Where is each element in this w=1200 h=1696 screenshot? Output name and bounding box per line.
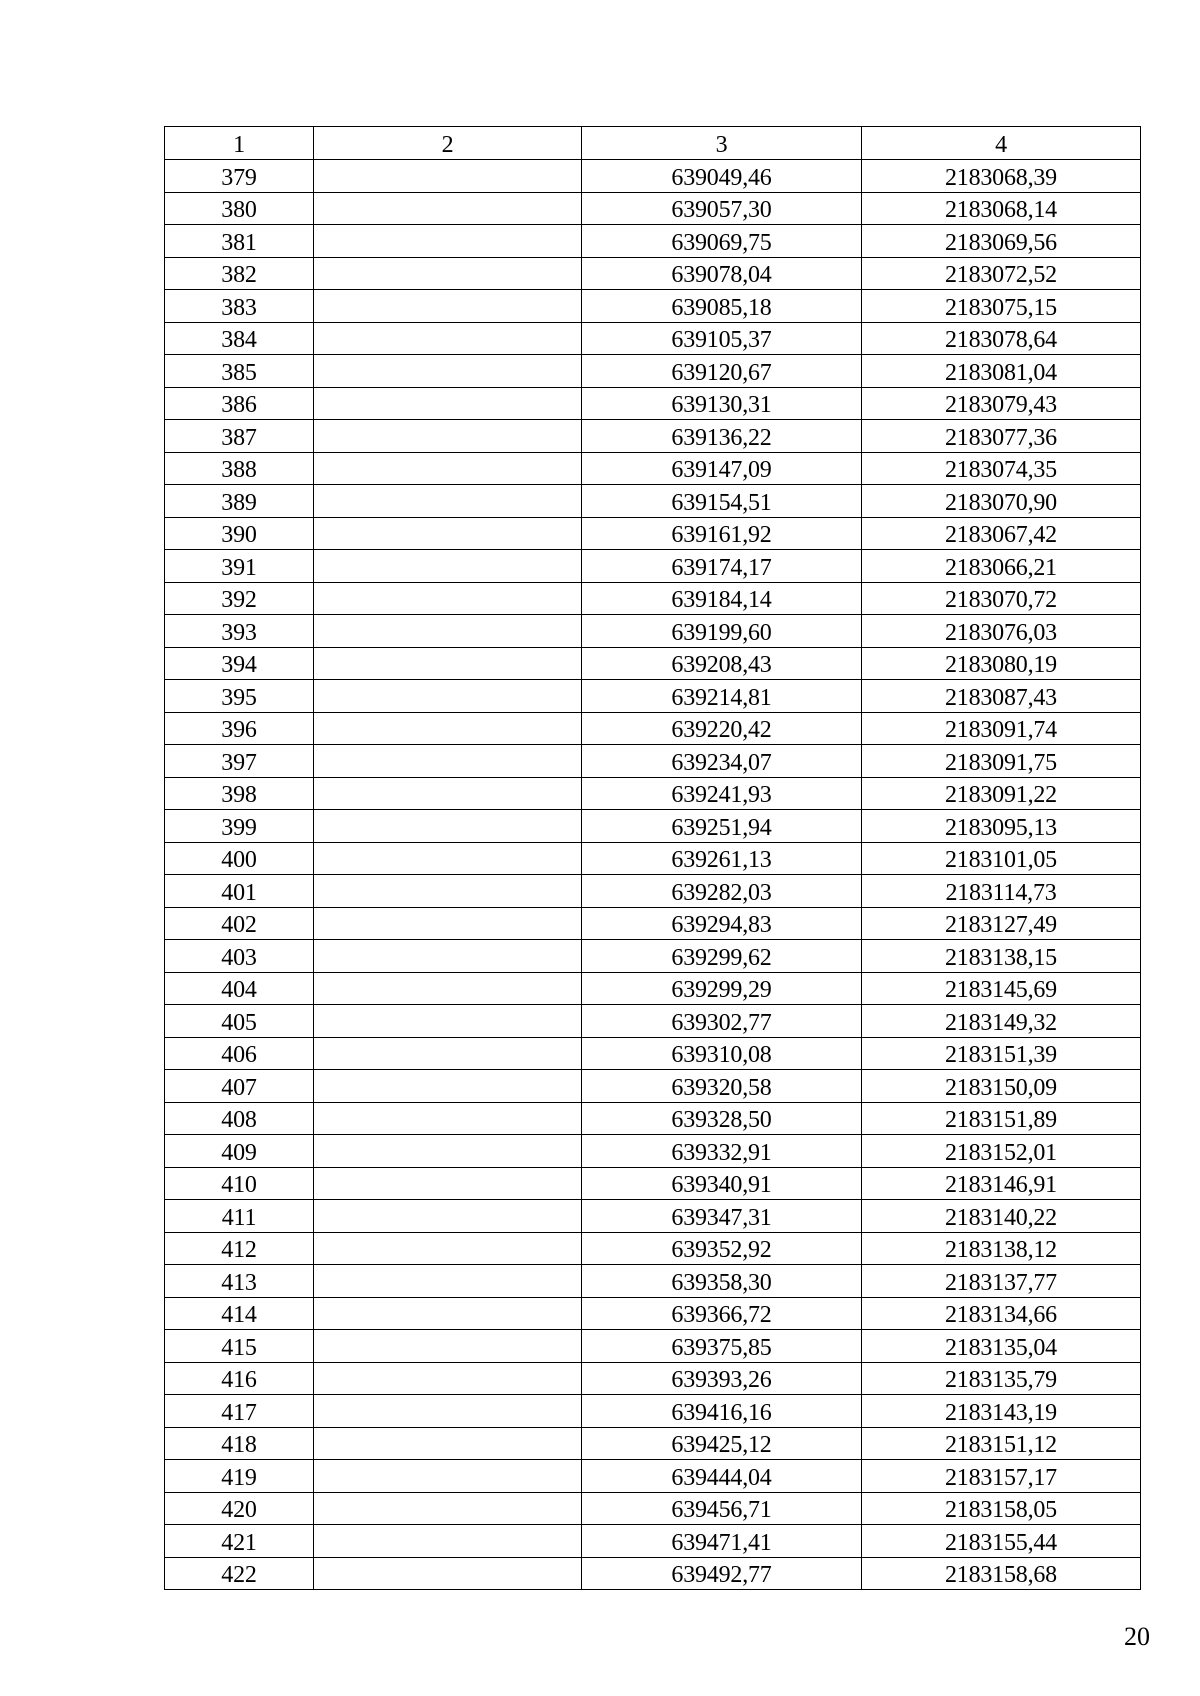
point-number-cell: 379	[165, 160, 314, 193]
empty-cell	[314, 1330, 582, 1363]
x-coordinate-cell: 639332,91	[582, 1135, 862, 1168]
y-coordinate-cell: 2183151,89	[862, 1102, 1141, 1135]
empty-cell	[314, 420, 582, 453]
point-number-cell: 400	[165, 842, 314, 875]
y-coordinate-cell: 2183145,69	[862, 972, 1141, 1005]
empty-cell	[314, 842, 582, 875]
x-coordinate-cell: 639154,51	[582, 485, 862, 518]
empty-cell	[314, 1362, 582, 1395]
table-row	[165, 322, 1141, 355]
y-coordinate-cell: 2183068,14	[862, 192, 1141, 225]
x-coordinate-cell: 639199,60	[582, 615, 862, 648]
empty-cell	[314, 1005, 582, 1038]
table-row	[165, 160, 1141, 193]
table-row	[165, 745, 1141, 778]
table-row	[165, 647, 1141, 680]
y-coordinate-cell: 2183158,05	[862, 1492, 1141, 1525]
table-row	[165, 1005, 1141, 1038]
point-number-cell: 399	[165, 810, 314, 843]
empty-cell	[314, 160, 582, 193]
y-coordinate-cell: 2183151,12	[862, 1427, 1141, 1460]
table-row	[165, 875, 1141, 908]
point-number-cell: 407	[165, 1070, 314, 1103]
x-coordinate-cell: 639471,41	[582, 1525, 862, 1558]
empty-cell	[314, 1102, 582, 1135]
table-body	[165, 160, 1141, 1590]
x-coordinate-cell: 639299,29	[582, 972, 862, 1005]
y-coordinate-cell: 2183149,32	[862, 1005, 1141, 1038]
x-coordinate-cell: 639366,72	[582, 1297, 862, 1330]
y-coordinate-cell: 2183135,79	[862, 1362, 1141, 1395]
x-coordinate-cell: 639085,18	[582, 290, 862, 323]
point-number-cell: 422	[165, 1557, 314, 1590]
point-number-cell: 401	[165, 875, 314, 908]
x-coordinate-cell: 639261,13	[582, 842, 862, 875]
x-coordinate-cell: 639049,46	[582, 160, 862, 193]
point-number-cell: 410	[165, 1167, 314, 1200]
point-number-cell: 390	[165, 517, 314, 550]
point-number-cell: 405	[165, 1005, 314, 1038]
empty-cell	[314, 322, 582, 355]
y-coordinate-cell: 2183143,19	[862, 1395, 1141, 1428]
y-coordinate-cell: 2183087,43	[862, 680, 1141, 713]
table-row	[165, 842, 1141, 875]
x-coordinate-cell: 639174,17	[582, 550, 862, 583]
empty-cell	[314, 225, 582, 258]
x-coordinate-cell: 639282,03	[582, 875, 862, 908]
empty-cell	[314, 940, 582, 973]
y-coordinate-cell: 2183155,44	[862, 1525, 1141, 1558]
y-coordinate-cell: 2183152,01	[862, 1135, 1141, 1168]
empty-cell	[314, 517, 582, 550]
x-coordinate-cell: 639328,50	[582, 1102, 862, 1135]
empty-cell	[314, 257, 582, 290]
x-coordinate-cell: 639299,62	[582, 940, 862, 973]
point-number-cell: 408	[165, 1102, 314, 1135]
y-coordinate-cell: 2183134,66	[862, 1297, 1141, 1330]
table-row	[165, 810, 1141, 843]
point-number-cell: 393	[165, 615, 314, 648]
table-row	[165, 615, 1141, 648]
table-row	[165, 1232, 1141, 1265]
empty-cell	[314, 1297, 582, 1330]
point-number-cell: 417	[165, 1395, 314, 1428]
point-number-cell: 406	[165, 1037, 314, 1070]
y-coordinate-cell: 2183069,56	[862, 225, 1141, 258]
table-row	[165, 1492, 1141, 1525]
point-number-cell: 386	[165, 387, 314, 420]
table-row	[165, 972, 1141, 1005]
empty-cell	[314, 712, 582, 745]
table-row	[165, 777, 1141, 810]
x-coordinate-cell: 639320,58	[582, 1070, 862, 1103]
table-header	[165, 127, 1141, 160]
x-coordinate-cell: 639147,09	[582, 452, 862, 485]
point-number-cell: 391	[165, 550, 314, 583]
empty-cell	[314, 777, 582, 810]
y-coordinate-cell: 2183150,09	[862, 1070, 1141, 1103]
table-row	[165, 192, 1141, 225]
point-number-cell: 396	[165, 712, 314, 745]
table-row	[165, 420, 1141, 453]
y-coordinate-cell: 2183070,72	[862, 582, 1141, 615]
x-coordinate-cell: 639184,14	[582, 582, 862, 615]
point-number-cell: 403	[165, 940, 314, 973]
table-row	[165, 1395, 1141, 1428]
x-coordinate-cell: 639161,92	[582, 517, 862, 550]
point-number-cell: 402	[165, 907, 314, 940]
point-number-cell: 404	[165, 972, 314, 1005]
empty-cell	[314, 1135, 582, 1168]
empty-cell	[314, 810, 582, 843]
y-coordinate-cell: 2183114,73	[862, 875, 1141, 908]
empty-cell	[314, 387, 582, 420]
point-number-cell: 385	[165, 355, 314, 388]
x-coordinate-cell: 639234,07	[582, 745, 862, 778]
y-coordinate-cell: 2183127,49	[862, 907, 1141, 940]
x-coordinate-cell: 639120,67	[582, 355, 862, 388]
x-coordinate-cell: 639358,30	[582, 1265, 862, 1298]
y-coordinate-cell: 2183070,90	[862, 485, 1141, 518]
empty-cell	[314, 1395, 582, 1428]
table-row	[165, 1167, 1141, 1200]
point-number-cell: 409	[165, 1135, 314, 1168]
point-number-cell: 411	[165, 1200, 314, 1233]
x-coordinate-cell: 639393,26	[582, 1362, 862, 1395]
x-coordinate-cell: 639251,94	[582, 810, 862, 843]
point-number-cell: 392	[165, 582, 314, 615]
y-coordinate-cell: 2183140,22	[862, 1200, 1141, 1233]
table-row	[165, 1265, 1141, 1298]
point-number-cell: 384	[165, 322, 314, 355]
point-number-cell: 389	[165, 485, 314, 518]
x-coordinate-cell: 639340,91	[582, 1167, 862, 1200]
x-coordinate-cell: 639310,08	[582, 1037, 862, 1070]
empty-cell	[314, 550, 582, 583]
table-row	[165, 907, 1141, 940]
x-coordinate-cell: 639375,85	[582, 1330, 862, 1363]
table-row	[165, 452, 1141, 485]
table-row	[165, 1330, 1141, 1363]
coordinates-table	[164, 126, 1141, 1590]
table-row	[165, 290, 1141, 323]
header-row	[165, 127, 1141, 160]
point-number-cell: 420	[165, 1492, 314, 1525]
y-coordinate-cell: 2183095,13	[862, 810, 1141, 843]
empty-cell	[314, 680, 582, 713]
table-row	[165, 257, 1141, 290]
x-coordinate-cell: 639105,37	[582, 322, 862, 355]
x-coordinate-cell: 639492,77	[582, 1557, 862, 1590]
point-number-cell: 382	[165, 257, 314, 290]
y-coordinate-cell: 2183066,21	[862, 550, 1141, 583]
x-coordinate-cell: 639208,43	[582, 647, 862, 680]
empty-cell	[314, 485, 582, 518]
x-coordinate-cell: 639294,83	[582, 907, 862, 940]
table-row	[165, 1427, 1141, 1460]
empty-cell	[314, 1557, 582, 1590]
point-number-cell: 388	[165, 452, 314, 485]
y-coordinate-cell: 2183091,22	[862, 777, 1141, 810]
empty-cell	[314, 355, 582, 388]
y-coordinate-cell: 2183158,68	[862, 1557, 1141, 1590]
x-coordinate-cell: 639302,77	[582, 1005, 862, 1038]
header-col-2: 2	[314, 127, 582, 160]
empty-cell	[314, 647, 582, 680]
header-col-1: 1	[165, 127, 314, 160]
table-row	[165, 1297, 1141, 1330]
table-row	[165, 1135, 1141, 1168]
point-number-cell: 421	[165, 1525, 314, 1558]
x-coordinate-cell: 639425,12	[582, 1427, 862, 1460]
x-coordinate-cell: 639241,93	[582, 777, 862, 810]
empty-cell	[314, 452, 582, 485]
y-coordinate-cell: 2183075,15	[862, 290, 1141, 323]
table-row	[165, 680, 1141, 713]
x-coordinate-cell: 639352,92	[582, 1232, 862, 1265]
x-coordinate-cell: 639416,16	[582, 1395, 862, 1428]
table-row	[165, 582, 1141, 615]
y-coordinate-cell: 2183138,15	[862, 940, 1141, 973]
point-number-cell: 398	[165, 777, 314, 810]
table-row	[165, 485, 1141, 518]
point-number-cell: 413	[165, 1265, 314, 1298]
empty-cell	[314, 1070, 582, 1103]
header-col-3: 3	[582, 127, 862, 160]
empty-cell	[314, 1265, 582, 1298]
y-coordinate-cell: 2183091,74	[862, 712, 1141, 745]
point-number-cell: 412	[165, 1232, 314, 1265]
table-row	[165, 355, 1141, 388]
empty-cell	[314, 1427, 582, 1460]
empty-cell	[314, 1200, 582, 1233]
empty-cell	[314, 582, 582, 615]
x-coordinate-cell: 639347,31	[582, 1200, 862, 1233]
x-coordinate-cell: 639220,42	[582, 712, 862, 745]
table-row	[165, 387, 1141, 420]
table-row	[165, 517, 1141, 550]
empty-cell	[314, 1232, 582, 1265]
y-coordinate-cell: 2183067,42	[862, 517, 1141, 550]
empty-cell	[314, 1460, 582, 1493]
y-coordinate-cell: 2183077,36	[862, 420, 1141, 453]
y-coordinate-cell: 2183068,39	[862, 160, 1141, 193]
x-coordinate-cell: 639136,22	[582, 420, 862, 453]
table-row	[165, 1200, 1141, 1233]
table-row	[165, 1102, 1141, 1135]
table-row	[165, 1362, 1141, 1395]
point-number-cell: 418	[165, 1427, 314, 1460]
table-row	[165, 225, 1141, 258]
y-coordinate-cell: 2183146,91	[862, 1167, 1141, 1200]
page-number: 20	[1124, 1622, 1150, 1651]
empty-cell	[314, 1167, 582, 1200]
header-col-4: 4	[862, 127, 1141, 160]
point-number-cell: 395	[165, 680, 314, 713]
empty-cell	[314, 745, 582, 778]
y-coordinate-cell: 2183091,75	[862, 745, 1141, 778]
y-coordinate-cell: 2183135,04	[862, 1330, 1141, 1363]
point-number-cell: 416	[165, 1362, 314, 1395]
point-number-cell: 381	[165, 225, 314, 258]
point-number-cell: 380	[165, 192, 314, 225]
x-coordinate-cell: 639456,71	[582, 1492, 862, 1525]
point-number-cell: 419	[165, 1460, 314, 1493]
table-row	[165, 550, 1141, 583]
x-coordinate-cell: 639130,31	[582, 387, 862, 420]
point-number-cell: 394	[165, 647, 314, 680]
y-coordinate-cell: 2183151,39	[862, 1037, 1141, 1070]
empty-cell	[314, 972, 582, 1005]
x-coordinate-cell: 639078,04	[582, 257, 862, 290]
table-row	[165, 1525, 1141, 1558]
table-row	[165, 940, 1141, 973]
table-row	[165, 1070, 1141, 1103]
x-coordinate-cell: 639214,81	[582, 680, 862, 713]
empty-cell	[314, 192, 582, 225]
y-coordinate-cell: 2183101,05	[862, 842, 1141, 875]
y-coordinate-cell: 2183081,04	[862, 355, 1141, 388]
y-coordinate-cell: 2183076,03	[862, 615, 1141, 648]
y-coordinate-cell: 2183080,19	[862, 647, 1141, 680]
point-number-cell: 383	[165, 290, 314, 323]
y-coordinate-cell: 2183138,12	[862, 1232, 1141, 1265]
empty-cell	[314, 1492, 582, 1525]
empty-cell	[314, 615, 582, 648]
table-row	[165, 1460, 1141, 1493]
empty-cell	[314, 907, 582, 940]
empty-cell	[314, 1037, 582, 1070]
point-number-cell: 415	[165, 1330, 314, 1363]
empty-cell	[314, 290, 582, 323]
x-coordinate-cell: 639444,04	[582, 1460, 862, 1493]
y-coordinate-cell: 2183072,52	[862, 257, 1141, 290]
point-number-cell: 414	[165, 1297, 314, 1330]
x-coordinate-cell: 639057,30	[582, 192, 862, 225]
y-coordinate-cell: 2183137,77	[862, 1265, 1141, 1298]
point-number-cell: 387	[165, 420, 314, 453]
empty-cell	[314, 1525, 582, 1558]
y-coordinate-cell: 2183074,35	[862, 452, 1141, 485]
y-coordinate-cell: 2183079,43	[862, 387, 1141, 420]
table-row	[165, 1557, 1141, 1590]
table-row	[165, 712, 1141, 745]
table-row	[165, 1037, 1141, 1070]
point-number-cell: 397	[165, 745, 314, 778]
x-coordinate-cell: 639069,75	[582, 225, 862, 258]
y-coordinate-cell: 2183157,17	[862, 1460, 1141, 1493]
empty-cell	[314, 875, 582, 908]
y-coordinate-cell: 2183078,64	[862, 322, 1141, 355]
